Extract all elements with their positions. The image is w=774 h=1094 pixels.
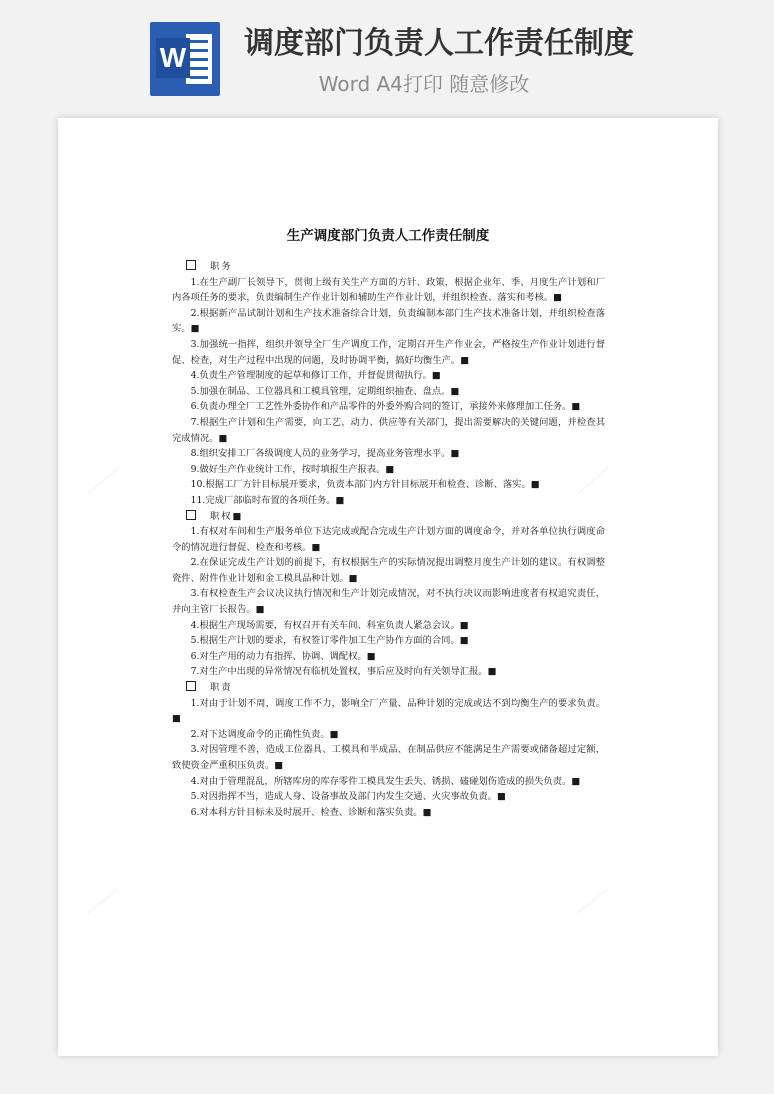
- page-subtitle: Word A4打印 随意修改: [318, 72, 530, 96]
- checkbox-icon: [186, 260, 196, 270]
- list-item: 3.对因管理不善，造成工位器具、工模具和半成品、在制品供应不能满足生产需要或储备超过定额，致使资金严重积压负责。■: [172, 744, 605, 771]
- watermark: [87, 887, 129, 927]
- list-item: 5.加强在制品、工位器具和工模具管理，定期组织抽查、盘点。■: [190, 385, 460, 397]
- document-page: [58, 118, 718, 1056]
- list-item: 5.对因指挥不当，造成人身、设备事故及部门内发生交通、火灾事故负责。■: [190, 791, 506, 803]
- list-item: 4.负责生产管理制度的起草和修订工作，并督促贯彻执行。■: [190, 370, 441, 382]
- word-app-icon: [150, 22, 220, 96]
- document-title: 生产调度部门负责人工作责任制度: [286, 228, 490, 244]
- document-body: [172, 259, 605, 820]
- list-item: 7.根据生产计划和生产需要，向工艺、动力、供应等有关部门，提出需要解决的关键问题，并检查其完成情况。■: [172, 416, 605, 444]
- list-item: 2.对下达调度命令的正确性负责。■: [190, 728, 339, 740]
- list-item: 1.有权对车间和生产服务单位下达完成或配合完成生产计划方面的调度命令，并对各单位执行调度命令的情况进行督促、检查和考核。■: [172, 526, 605, 553]
- watermark: [87, 467, 129, 507]
- list-item: 3.有权检查生产会议决议执行情况和生产计划完成情况，对不执行决议而影响进度者有权追究责任，并向主管厂长报告。■: [172, 588, 605, 616]
- word-w-badge: W: [156, 38, 190, 78]
- list-item: 11.完成厂部临时布置的各项任务。■: [190, 494, 345, 506]
- list-item: 5.根据生产计划的要求，有权签订零件加工生产协作方面的合同。■: [190, 635, 469, 647]
- page-title: 调度部门负责人工作责任制度: [244, 26, 634, 61]
- section-heading-responsibilities: 职责: [172, 680, 605, 696]
- list-item: 4.对由于管理混乱，所辖库房的库存零件工模具发生丢失、锈损、磕碰划伤造成的损失负责。■: [190, 775, 581, 787]
- list-item: 8.组织安排工厂各级调度人员的业务学习，提高业务管理水平。■: [190, 448, 460, 460]
- list-item: 6.对本科方针目标未及时展开、检查、诊断和落实负责。■: [190, 806, 432, 818]
- list-item: 6.负责办理全厂工艺性外委协作和产品零件的外委外购合同的签订，承接外来修理加工任务。■: [190, 401, 581, 413]
- list-item: 2.在保证完成生产计划的前提下，有权根据生产的实际情况提出调整月度生产计划的建议。有权调整瓷件、附件作业计划和金工模具品种计划。■: [172, 557, 605, 584]
- checkbox-icon: [186, 681, 196, 691]
- section-heading-duties: 职务: [172, 259, 605, 275]
- list-item: 1.在生产副厂长领导下，贯彻上级有关生产方面的方针、政策，根据企业年、季、月度生产计划和厂内各项任务的要求，负责编制生产作业计划和辅助生产作业计划，并组织检查、落实和考核。■: [172, 276, 605, 304]
- list-item: 10.根据工厂方针目标展开要求，负责本部门内方针目标展开和检查、诊断、落实。■: [190, 479, 540, 491]
- watermark: [577, 887, 619, 927]
- list-item: 4.根据生产现场需要，有权召开有关车间、科室负责人紧急会议。■: [190, 619, 469, 631]
- list-item: 2.根据新产品试制计划和生产技术准备综合计划，负责编制本部门生产技术准备计划，并组织检查落实。■: [172, 307, 605, 335]
- list-item: 1.对由于计划不周，调度工作不力，影响全厂产量、品种计划的完成或达不到均衡生产的要求负责。■: [172, 697, 605, 725]
- list-item: 7.对生产中出现的异常情况有临机处置权，事后应及时向有关领导汇报。■: [190, 666, 497, 678]
- list-item: 9.做好生产作业统计工作，按时填报生产报表。■: [190, 463, 395, 475]
- checkbox-icon: [186, 510, 196, 520]
- header-banner: [0, 0, 774, 118]
- section-heading-authority: 职权■: [172, 509, 605, 525]
- list-item: 6.对生产用的动力有指挥、协调、调配权。■: [190, 650, 376, 662]
- list-item: 3.加强统一指挥，组织并领导全厂生产调度工作，定期召开生产作业会，严格按生产作业计划进行督促、检查，对生产过程中出现的问题，及时协调平衡，搞好均衡生产。■: [172, 338, 605, 366]
